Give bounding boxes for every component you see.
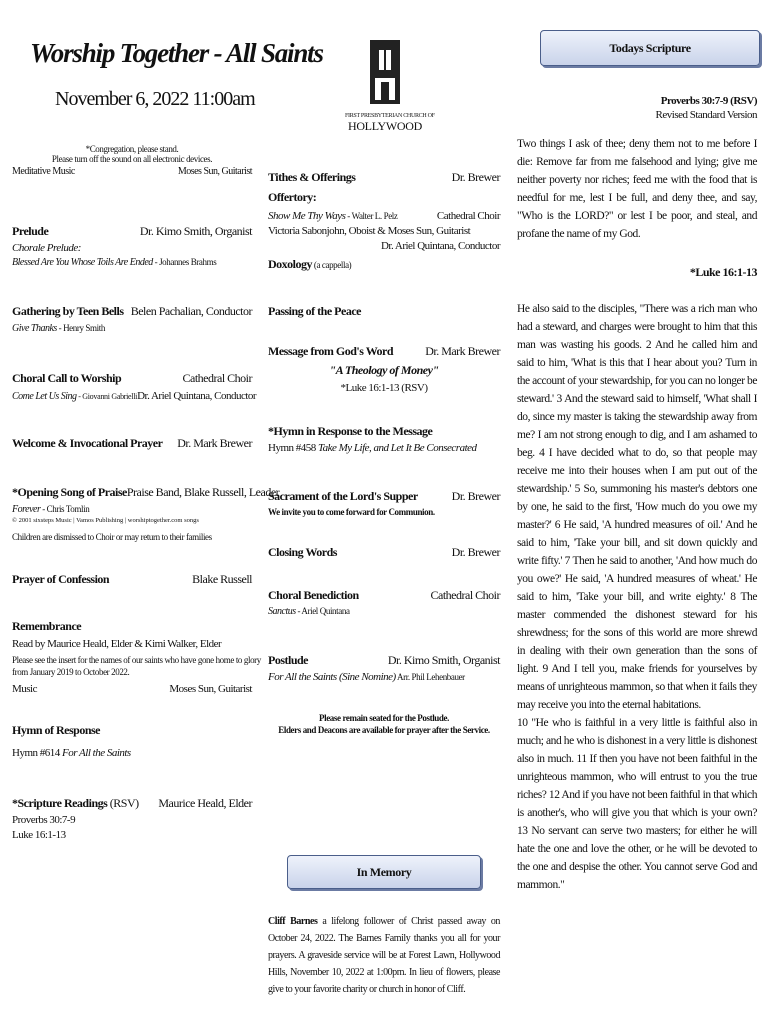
sound-note: Please turn off the sound on all electronic devices. <box>51 154 213 164</box>
message-who: Dr. Mark Brewer <box>425 344 500 358</box>
remembrance-music: Music <box>12 683 37 695</box>
hymn-msg-number: Hymn #458 <box>268 442 318 454</box>
gathering-section <box>12 304 252 334</box>
left-column <box>12 144 280 841</box>
welcome-label: Welcome & Invocational Prayer <box>12 436 163 450</box>
middle-column <box>268 170 500 735</box>
church-name-line1: FIRST PRESBYTERIAN CHURCH OF <box>345 113 435 119</box>
proverbs-text: Two things I ask of thee; deny them not to me before I die: Remove far from me falsehood and lying; give me neither poverty nor riches; feed me with the food that is needful for me, lest I be full, and deny thee, and say, "Who is the LORD?" or lest I be poor, and steal, and profane the name of my God. <box>517 138 757 240</box>
postlude-piece: For All the Saints (Sine Nomine) <box>268 671 396 683</box>
sacrament-section <box>268 489 500 517</box>
scripture-label-paren: (RSV) <box>107 796 139 810</box>
message-title: "A Theology of Money" <box>329 363 439 377</box>
gathering-composer: - Henry Smith <box>56 323 105 333</box>
closing-section <box>268 545 500 560</box>
offertory-composer: - Walter L. Pelz <box>345 211 398 221</box>
memory-body: a lifelong follower of Christ passed away on October 24, 2022. The Barnes Family thanks you all for your prayers. A graveside service will be at Forest Lawn, Hollywood Hills, November 10, 2022 at 1:00pm. In lieu of flowers, please give to your favorite charity or church in honor of Cliff. <box>268 916 500 995</box>
message-section <box>268 344 500 394</box>
welcome-section <box>12 436 252 451</box>
in-memory-box <box>287 855 481 889</box>
in-memory-title: In Memory <box>356 865 412 879</box>
postlude-composer: Arr. Phil Lehenbauer <box>395 672 465 682</box>
postlude-label: Postlude <box>268 653 309 667</box>
gathering-who: Belen Pachalian, Conductor <box>130 304 252 318</box>
choral-call-who: Cathedral Choir <box>182 371 252 385</box>
congregation-note: *Congregation, please stand. <box>85 144 179 154</box>
doxology-paren: (a cappella) <box>312 260 352 270</box>
hymn-msg-section <box>268 424 500 454</box>
tithes-section <box>268 170 500 272</box>
confession-label: Prayer of Confession <box>12 572 110 586</box>
offertory-soloists: Victoria Sabonjohn, Oboist & Moses Sun, Guitarist <box>268 225 471 237</box>
remembrance-read: Read by Maurice Heald, Elder & Kimi Walker, Elder <box>12 638 222 650</box>
version-label: Revised Standard Version <box>655 109 757 121</box>
remembrance-insert1: Please see the insert for the names of our saints who have gone home to glory <box>12 655 261 665</box>
hymn-msg-title: Take My Life, and Let It Be Consecrated <box>318 442 477 454</box>
prelude-piece: Blessed Are You Whose Toils Are Ended <box>12 257 153 268</box>
prelude-composer: - Johannes Brahms <box>152 257 217 267</box>
choral-call-label: Choral Call to Worship <box>12 371 122 385</box>
right-column <box>517 95 757 894</box>
meditative-label: Meditative Music <box>12 166 75 177</box>
service-datetime: November 6, 2022 11:00am <box>55 88 255 110</box>
gathering-label: Gathering by Teen Bells <box>12 304 124 318</box>
postlude-section <box>268 653 500 683</box>
meditative-who: Moses Sun, Guitarist <box>177 166 252 177</box>
opening-copyright: © 2001 sixsteps Music | Vamos Publishing | worshiptogether.com songs <box>12 517 199 524</box>
closing-who: Dr. Brewer <box>451 545 500 559</box>
opening-composer: - Chris Tomlin <box>40 504 90 514</box>
scripture-ref2: Luke 16:1-13 <box>12 829 66 841</box>
confession-section <box>12 572 252 587</box>
offertory-conductor: Dr. Ariel Quintana, Conductor <box>380 240 500 252</box>
scripture-who: Maurice Heald, Elder <box>158 796 252 810</box>
church-logo <box>345 38 435 133</box>
confession-who: Blake Russell <box>192 572 252 586</box>
luke-ref: *Luke 16:1-13 <box>689 265 757 279</box>
choral-call-section <box>12 371 257 402</box>
sacrament-label: Sacrament of the Lord's Supper <box>268 489 418 503</box>
sacrament-who: Dr. Brewer <box>451 489 500 503</box>
welcome-who: Dr. Mark Brewer <box>177 436 252 450</box>
scripture-label: *Scripture Readings <box>12 796 108 810</box>
church-tower-icon <box>355 38 415 108</box>
luke-text-2: 10 "He who is faithful in a very little is faithful also in much; and he who is dishonest in a very little is dishonest also in much. 11 If then you have not been faithful in the unrighteous mammon, who will entrust to you the true riches? 12 And if you have not been faithful in that which is another's, who will give you that which is your own? 13 No servant can serve two masters; for either he will hate the one and love the other, or he will be devoted to the one and despise the other. You cannot serve God and mammon." <box>517 717 757 891</box>
tithes-who: Dr. Brewer <box>451 170 500 184</box>
tithes-label: Tithes & Offerings <box>268 170 356 184</box>
benediction-piece: Sanctus <box>268 606 296 617</box>
sacrament-note: We invite you to come forward for Communion. <box>268 507 435 517</box>
hymn-response-number: Hymn #614 <box>12 747 62 759</box>
opening-who: Praise Band, Blake Russell, Leader <box>126 485 280 499</box>
remain-note1: Please remain seated for the Postlude. <box>319 713 449 723</box>
remembrance-music-who: Moses Sun, Guitarist <box>169 683 252 695</box>
prelude-piece-line <box>12 257 252 268</box>
opening-piece: Forever <box>12 504 41 515</box>
remembrance-section <box>12 619 261 695</box>
offertory-piece: Show Me Thy Ways <box>268 210 346 222</box>
remembrance-insert2: from January 2019 to October 2022. <box>12 667 130 677</box>
todays-scripture-box <box>540 30 760 66</box>
hymn-response-section <box>12 723 252 759</box>
choral-call-composer: - Giovanni Gabrielli <box>76 392 138 401</box>
prelude-label: Prelude <box>12 224 49 238</box>
offertory-label: Offertory: <box>268 190 317 204</box>
memory-name: Cliff Barnes <box>268 916 318 927</box>
choral-call-conductor: Dr. Ariel Quintana, Conductor <box>137 390 257 402</box>
doxology-label: Doxology <box>268 257 312 271</box>
benediction-section <box>268 588 500 617</box>
benediction-who: Cathedral Choir <box>430 588 500 602</box>
message-ref: *Luke 16:1-13 (RSV) <box>340 382 428 394</box>
prelude-who: Dr. Kimo Smith, Organist <box>139 224 252 238</box>
message-label: Message from God's Word <box>268 344 394 358</box>
scripture-ref1: Proverbs 30:7-9 <box>12 814 76 826</box>
in-memory-text <box>268 913 500 998</box>
luke-text: He also said to the disciples, "There was a rich man who had a steward, and charges were brought to him that this man was wasting his goods. 2 And he called him and said to him, 'What is this that I hear about you? Turn in the account of your stewardship, for you can no longer be steward.' 3 And the steward said to himself, 'What shall I do, since my master is taking the stewardship away from me? I am not strong enough to dig, and I am ashamed to beg. 4 I have decided what to do, so that people may receive me into their houses when I am put out of the stewardship.' 5 So, summoning his master's debtors one by one, he said to the first, 'How much do you owe my master?' 6 He said, 'A hundred measures of oil.' And he said to him, 'Take your bill, and sit down quickly and write fifty.' 7 Then he said to another, 'And how much do you owe?' He said, 'A hundred measures of wheat.' He said to him, 'Take your bill, and write eighty.' 8 The master commended the dishonest steward for his shrewdness; for the sons of this world are more shrewd in dealing with their own generation than the sons of light. 9 And I tell you, make friends for yourselves by means of unrighteous mammon, so that when it fails they may receive you into the eternal habitations. <box>517 303 757 711</box>
gathering-piece: Give Thanks <box>12 323 57 334</box>
prelude-sub: Chorale Prelude: <box>12 242 81 254</box>
opening-section <box>12 485 280 542</box>
offertory-who: Cathedral Choir <box>436 210 500 222</box>
hymn-response-title: For All the Saints <box>62 747 131 759</box>
closing-label: Closing Words <box>268 545 337 559</box>
hymn-response-label: Hymn of Response <box>12 723 101 737</box>
opening-label: *Opening Song of Praise <box>12 485 127 499</box>
page-title: Worship Together - All Saints <box>30 38 323 68</box>
benediction-label: Choral Benediction <box>268 588 359 602</box>
remain-note2: Elders and Deacons are available for prayer after the Service. <box>278 725 490 735</box>
proverbs-ref: Proverbs 30:7-9 (RSV) <box>660 95 757 107</box>
church-name-line2: HOLLYWOOD <box>347 119 423 133</box>
benediction-composer: - Ariel Quintana <box>295 606 350 616</box>
meditative-music <box>12 166 252 177</box>
remembrance-label: Remembrance <box>12 619 82 633</box>
hymn-msg-label: *Hymn in Response to the Message <box>268 424 433 438</box>
todays-scripture-title: Todays Scripture <box>609 41 691 55</box>
peace-label: Passing of the Peace <box>268 304 361 318</box>
children-note: Children are dismissed to Choir or may return to their families <box>12 532 212 542</box>
postlude-who: Dr. Kimo Smith, Organist <box>387 653 500 667</box>
prelude-section <box>12 224 252 268</box>
choral-call-piece: Come Let Us Sing <box>12 391 77 402</box>
scripture-section <box>12 796 252 841</box>
